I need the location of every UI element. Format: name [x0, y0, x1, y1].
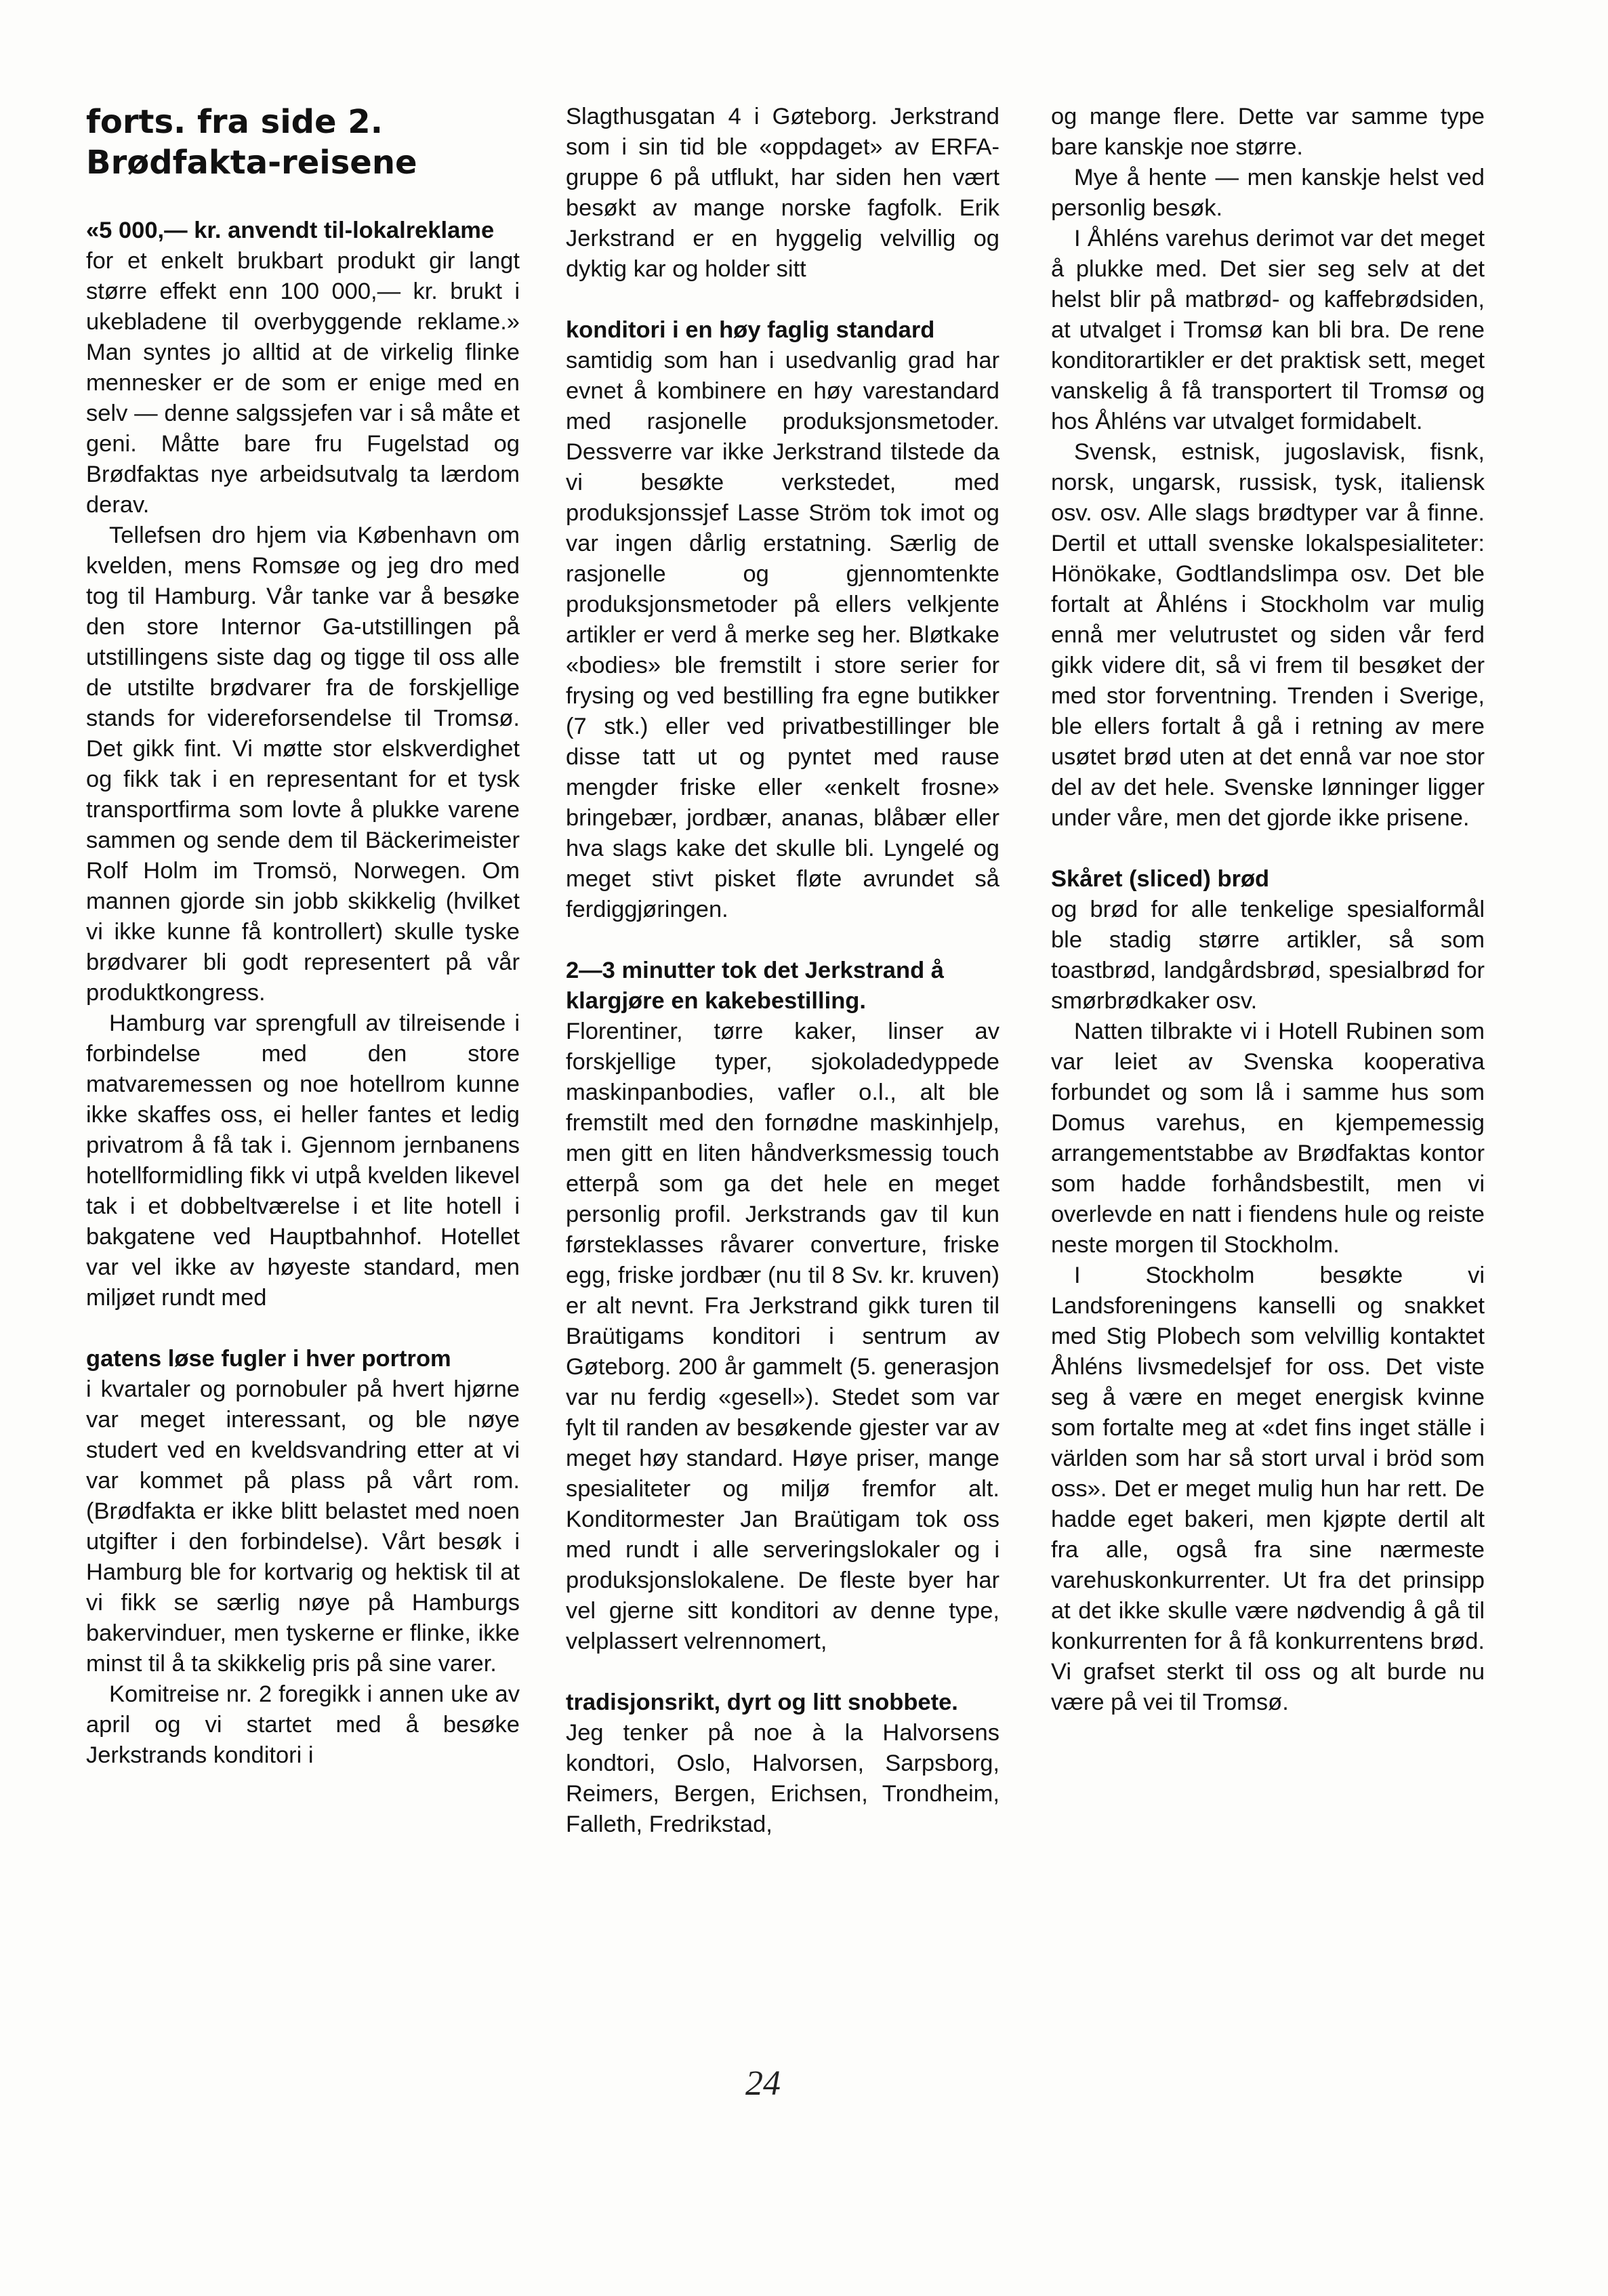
- paragraph: I Åhléns varehus derimot var det meget å plukke med. Det sier seg selv at det helst blir på matbrød- og kaffebrødsiden, at utvalget i Tromsø kan bli bra. De rene konditorartikler er det praktisk sett, meget vanskelig å få transportert til Tromsø og hos Åhléns var utvalget formidabelt.: [1051, 226, 1485, 434]
- subheading: gatens løse fugler i hver portrom: [86, 1346, 451, 1372]
- subheading: 2—3 minutter tok det Jerkstrand å klargjøre en kakebestilling.: [566, 958, 944, 1014]
- page-number: 24: [745, 2064, 781, 2103]
- continued-from-label: forts. fra side 2.: [86, 103, 383, 141]
- paragraph: Natten tilbrakte vi i Hotell Rubinen som var leiet av Svenska kooperativa forbundet og som lå i samme hus som Domus varehus, en kjempemessig arrangementstabbe av Brødfaktas kontor som hadde forhåndsbestilt, men vi overlevde en natt i fiendens hule og reiste neste morgen til Stockholm.: [1051, 1019, 1485, 1258]
- paragraph: Komitreise nr. 2 foregikk i annen uke av april og vi startet med å besøke Jerkstrands konditori i: [86, 1681, 520, 1768]
- subheading: Skåret (sliced) brød: [1051, 866, 1270, 892]
- paragraph: Florentiner, tørre kaker, linser av forskjellige typer, sjokoladedyppede maskinpanbodies, vafler o.l., alt ble fremstilt med den fornødne maskinhjelp, men gitt en liten håndverksmessig touch etterpå som ga det hele en meget personlig profil. Jerkstrands gav til kun førsteklasses råvarer converture, friske egg, friske jordbær (nu til 8 Sv. kr. kruven) er alt nevnt. Fra Jerkstrand gikk turen til Braütigams konditori i sentrum av Gøteborg. 200 år gammelt (5. generasjon var nu ferdig «gesell»). Stedet som var fylt til randen av besøkende gjester var av meget høy standard. Høye priser, mange spesialiteter og miljø fremfor alt. Konditormester Jan Braütigam tok oss med rundt i alle serveringslokaler og i produksjonslokalene. De fleste byer har vel gjerne sitt konditori av denne type, velplassert velrennomert,: [566, 1019, 999, 1654]
- paragraph: samtidig som han i usedvanlig grad har evnet å kombinere en høy varestandard med rasjonelle produksjonsmetoder. Dessverre var ikke Jerkstrand tilstede da vi besøkte verkstedet, med produksjonssjef Lasse Ström tok imot og var ingen dårlig erstatning. Særlig de rasjonelle og gjennomtenkte produksjonsmetoder på ellers velkjente artikler er verd å merke seg her. Bløtkake «bodies» ble fremstilt i store serier for frysing og ved bestilling fra egne butikker (7 stk.) eller ved privatbestillinger ble disse tatt ut og pyntet med rause mengder friske eller «enkelt frosne» bringebær, jordbær, ananas, blåbær eller hva slags kake det skulle bli. Lyngelé og meget stivt pisket fløte avrundet så ferdiggjøringen.: [566, 348, 999, 922]
- column-2: [566, 102, 999, 1840]
- paragraph: for et enkelt brukbart produkt gir langt større effekt enn 100 000,— kr. brukt i ukebladene til overbyggende reklame.» Man syntes jo alltid at de virkelig flinke mennesker er de som er enige med en selv — denne salgssjefen var i så måte et geni. Måtte bare fru Fugelstad og Brødfaktas nye arbeidsutvalg ta lærdom derav.: [86, 248, 520, 518]
- paragraph: Svensk, estnisk, jugoslavisk, fisnk, norsk, ungarsk, russisk, tysk, italiensk osv. osv. Alle slags brødtyper var å finne. Dertil et uttall svenske lokalspesialiteter: Hönökake, Godtlandslimpa osv. Det ble fortalt at Åhléns i Stockholm var mulig ennå mer velutrustet og siden vår ferd gikk videre dit, så vi frem til besøket der med stor forventning. Trenden i Sverige, ble ellers fortalt å gå i retning av mere usøtet brød uten at det ennå var noe stor del av det hele. Svenske lønninger ligger under våre, men det gjorde ikke prisene.: [1051, 439, 1485, 831]
- paragraph: Tellefsen dro hjem via København om kvelden, mens Romsøe og jeg dro med tog til Hamburg. Vår tanke var å besøke den store Internor Ga-utstillingen på utstillingens siste dag og tigge til oss alle de utstilte brødvarer fra de forskjellige stands for videreforsendelse til Tromsø. Det gikk fint. Vi møtte stor elskverdighet og fikk tak i en representant for et tysk transportfirma som lovte å plukke varene sammen og sende dem til Bäckerimeister Rolf Holm im Tromsö, Norwegen. Om mannen gjorde sin jobb skikkelig (hvilket vi ikke kunne få kontrollert) skulle tyske brødvarer bli godt representert på vår produktkongress.: [86, 522, 520, 1006]
- paragraph: I Stockholm besøkte vi Landsforeningens kanselli og snakket med Stig Plobech som velvillig kontaktet Åhléns livsmedelsjef for oss. Det viste seg å være en meget energisk kvinne som fortalte meg at «det fins inget ställe i världen som har så stort urval i bröd som oss». Det er meget mulig hun har rett. De hadde eget bakeri, men kjøpte dertil alt fra alle, også fra sine nærmeste varehuskonkurrenter. Ut fra det prinsipp at det ikke skulle være nødvendig å gå til konkurrenten for å få konkurrentens brød. Vi grafset sterkt til oss og alt burde nu være på vei til Tromsø.: [1051, 1263, 1485, 1715]
- article-title: Brødfakta-reisene: [86, 144, 417, 182]
- column-3: [1051, 102, 1485, 1718]
- subheading: tradisjonsrikt, dyrt og litt snobbete.: [566, 1689, 958, 1715]
- paragraph: Slagthusgatan 4 i Gøteborg. Jerkstrand som i sin tid ble «oppdaget» av ERFA-gruppe 6 på utflukt, har siden hen vært besøkt av mange norske fagfolk. Erik Jerkstrand er en hyggelig velvillig og dyktig kar og holder sitt: [566, 104, 999, 282]
- subheading: «5 000,— kr. anvendt til-lokalreklame: [86, 218, 495, 243]
- paragraph: i kvartaler og pornobuler på hvert hjørne var meget interessant, og ble nøye studert ved en kveldsvandring etter at vi var kommet på plass på vårt rom. (Brødfakta er ikke blitt belastet med noen utgifter i den forbindelse). Vårt besøk i Hamburg ble for kortvarig og hektisk til at vi fikk se særlig nøye på Hamburgs bakervinduer, men tyskerne er flinke, ikke minst til å ta skikkelig pris på sine varer.: [86, 1376, 520, 1677]
- paragraph: og mange flere. Dette var samme type bare kanskje noe større.: [1051, 104, 1485, 160]
- column-1: [86, 102, 520, 1771]
- paragraph: Jeg tenker på noe à la Halvorsens kondtori, Oslo, Halvorsen, Sarpsborg, Reimers, Bergen, Erichsen, Trondheim, Falleth, Fredrikstad,: [566, 1720, 999, 1837]
- subheading: konditori i en høy faglig standard: [566, 317, 935, 343]
- paragraph: Hamburg var sprengfull av tilreisende i forbindelse med den store matvaremessen og noe hotellrom kunne ikke skaffes oss, ei heller fantes et ledig privatrom å få tak i. Gjennom jernbanens hotellformidling fikk vi utpå kvelden likevel tak i et dobbeltværelse i et lite hotell i bakgatene ved Hauptbahnhof. Hotellet var vel ikke av høyeste standard, men miljøet rundt med: [86, 1010, 520, 1311]
- paragraph: Mye å hente — men kanskje helst ved personlig besøk.: [1051, 165, 1485, 221]
- paragraph: og brød for alle tenkelige spesialformål ble stadig større artikler, så som toastbrød, landgårdsbrød, spesialbrød for smørbrødkaker osv.: [1051, 897, 1485, 1014]
